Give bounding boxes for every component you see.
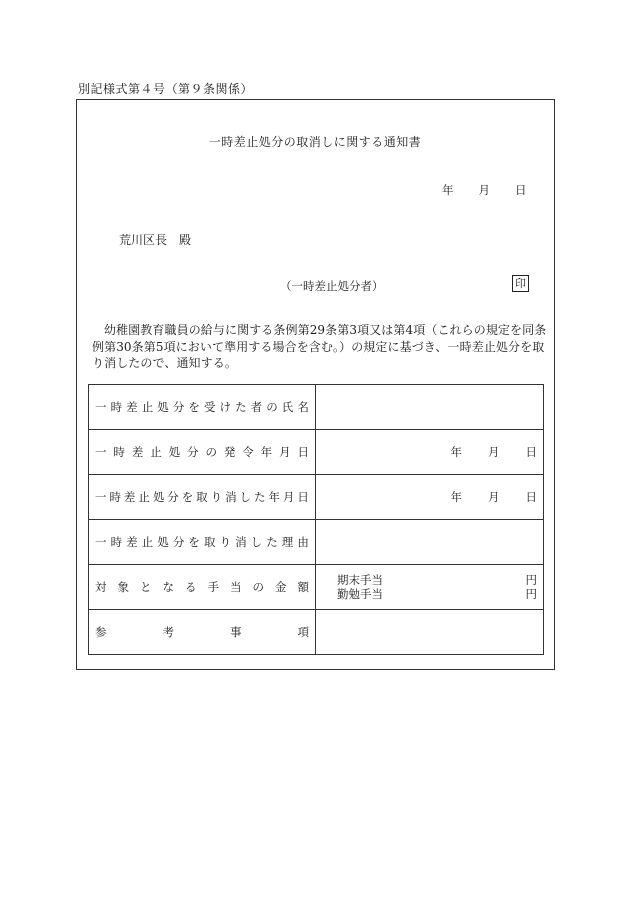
label-char: 月: [282, 490, 295, 504]
label-char: 処: [157, 400, 169, 414]
issue-year: 年: [442, 183, 454, 197]
amount-cell: [316, 565, 544, 610]
row-label-amount: [89, 565, 316, 610]
label-char: の: [252, 580, 264, 594]
seal-mark: 印: [512, 275, 529, 292]
label-char: 事: [230, 625, 242, 639]
justified-label: [95, 579, 309, 595]
issued-year: 年: [450, 445, 462, 459]
label-char: 一: [95, 535, 107, 549]
yen-unit: 円: [525, 587, 537, 601]
table-row: [89, 565, 544, 610]
label-char: 日: [297, 490, 309, 504]
label-char: 名: [297, 400, 309, 414]
label-char: の: [205, 445, 217, 459]
table-row: [89, 610, 544, 655]
label-char: た: [235, 400, 247, 414]
label-char: た: [266, 535, 278, 549]
yen-unit: 円: [525, 573, 537, 587]
label-char: り: [210, 490, 223, 504]
issue-day: 日: [515, 183, 527, 197]
table-row: [89, 475, 544, 520]
label-char: た: [253, 490, 266, 504]
label-char: 分: [172, 535, 185, 549]
label-char: る: [185, 580, 197, 594]
issued-date-cell: [316, 430, 544, 475]
label-char: 時: [113, 445, 125, 459]
label-char: 象: [117, 580, 129, 594]
label-char: 差: [126, 535, 138, 549]
label-char: 当: [230, 580, 242, 594]
form-reference: 別記様式第４号（第９条関係）: [78, 82, 254, 96]
label-char: 時: [109, 490, 121, 504]
row-label-recipient: [89, 385, 316, 430]
row-label-remarks: [89, 610, 316, 655]
label-char: を: [188, 535, 200, 549]
label-char: 差: [123, 490, 136, 504]
label-char: 分: [187, 445, 199, 459]
label-char: 氏: [281, 400, 294, 414]
justified-label: [95, 624, 309, 640]
row-label-issued-date: [89, 430, 316, 475]
notice-body: 幼稚園教育職員の給与に関する条例第29条第3項又は第4項（これらの規定を同条例第30条第5項において準用する場合を含む。）の規定に基づき、一時差止処分を取り消したので、通知する。: [92, 323, 547, 370]
label-char: 対: [95, 580, 107, 594]
label-char: 止: [141, 535, 154, 549]
label-char: を: [181, 490, 194, 504]
label-char: 消: [235, 535, 247, 549]
label-char: 理: [281, 535, 294, 549]
label-char: 令: [242, 445, 254, 459]
label-char: 処: [168, 445, 181, 459]
label-char: 手: [207, 580, 219, 594]
label-char: 差: [126, 400, 138, 414]
justified-label: [95, 444, 309, 460]
addressee: 荒川区長 殿: [119, 233, 192, 247]
issued-month: 月: [488, 445, 500, 459]
label-char: 一: [95, 400, 107, 414]
label-char: 由: [297, 535, 309, 549]
label-char: の: [266, 400, 278, 414]
label-char: 金: [275, 580, 287, 594]
allowance-term-end: 期末手当: [337, 573, 383, 587]
label-char: 一: [95, 490, 107, 504]
revoked-day: 日: [525, 490, 537, 504]
details-table: [88, 384, 544, 655]
table-row: [89, 430, 544, 475]
label-char: け: [219, 400, 231, 414]
label-char: 取: [203, 535, 216, 549]
justified-label: [95, 489, 309, 505]
label-char: 額: [297, 580, 309, 594]
reason-cell: [316, 520, 544, 565]
issuer-label: （一時差止処分者）: [280, 279, 384, 293]
label-char: 分: [167, 490, 179, 504]
label-char: 時: [110, 535, 123, 549]
label-char: 受: [203, 400, 216, 414]
label-char: 発: [223, 445, 236, 459]
allowance-diligence: 勤勉手当: [337, 587, 383, 601]
label-char: 取: [196, 490, 208, 504]
label-char: 止: [150, 445, 162, 459]
label-char: し: [250, 535, 263, 549]
table-row: [89, 520, 544, 565]
revoked-date-cell: [316, 475, 544, 520]
label-char: 考: [162, 625, 174, 639]
revoked-month: 月: [488, 490, 500, 504]
label-char: を: [188, 400, 200, 414]
label-char: 止: [138, 490, 150, 504]
label-char: し: [239, 490, 252, 504]
label-char: 処: [157, 535, 169, 549]
document-title: 一時差止処分の取消しに関する通知書: [208, 135, 422, 149]
issue-month: 月: [478, 183, 490, 197]
label-char: り: [219, 535, 231, 549]
label-char: 者: [250, 400, 263, 414]
label-char: 年: [268, 490, 280, 504]
label-char: 項: [297, 625, 309, 639]
label-char: 差: [131, 445, 144, 459]
table-row: [89, 385, 544, 430]
label-char: 止: [141, 400, 154, 414]
label-char: 一: [95, 445, 107, 459]
label-char: 分: [172, 400, 185, 414]
label-char: な: [162, 580, 174, 594]
label-char: 時: [110, 400, 123, 414]
issued-day: 日: [525, 445, 537, 459]
label-char: 処: [152, 490, 165, 504]
issue-date-line: [442, 182, 527, 198]
label-char: と: [140, 580, 152, 594]
revoked-year: 年: [450, 490, 462, 504]
row-label-revoked-date: [89, 475, 316, 520]
label-char: 消: [225, 490, 237, 504]
label-char: 参: [95, 625, 107, 639]
label-char: 日: [297, 445, 309, 459]
row-label-reason: [89, 520, 316, 565]
recipient-name-cell: [316, 385, 544, 430]
label-char: 年: [260, 445, 273, 459]
justified-label: [95, 534, 309, 550]
justified-label: [95, 399, 309, 415]
remarks-cell: [316, 610, 544, 655]
label-char: 月: [279, 445, 291, 459]
